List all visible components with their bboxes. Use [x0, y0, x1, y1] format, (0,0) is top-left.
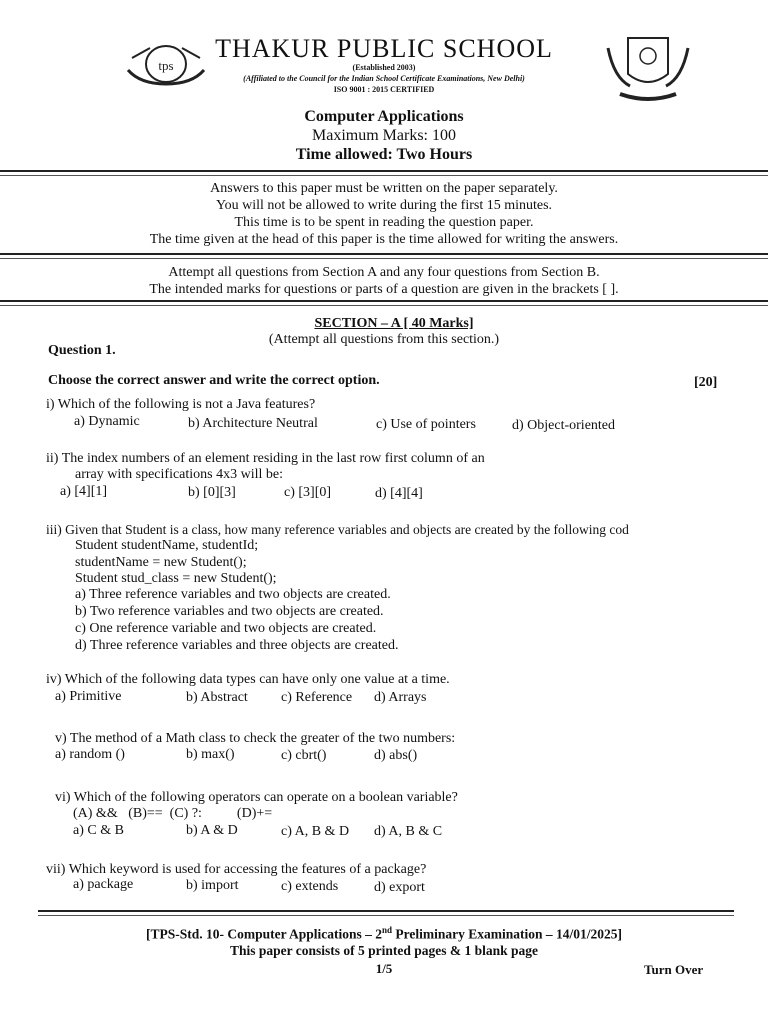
section-subtitle: (Attempt all questions from this section.) — [268, 332, 500, 347]
school-name: THAKUR PUBLIC SCHOOL — [215, 34, 553, 63]
option-d: d) [4][4] — [375, 486, 423, 501]
option-c: c) cbrt() — [281, 748, 327, 763]
option-b: b) Architecture Neutral — [188, 416, 318, 431]
section-title: SECTION – A [ 40 Marks] — [314, 316, 474, 331]
instruction-line: The time given at the head of this paper is the time allowed for writing the answers. — [149, 232, 619, 247]
option-b: b) import — [186, 878, 239, 893]
option-b: b) A & D — [186, 823, 238, 838]
question-text: ii) The index numbers of an element residing in the last row first column of an — [46, 451, 485, 466]
instruction-line: Answers to this paper must be written on the paper separately. — [210, 181, 558, 196]
instruction-line: You will not be allowed to write during the first 15 minutes. — [215, 198, 553, 213]
page-number: 1/5 — [375, 961, 393, 976]
attempt-line: The intended marks for questions or parts of a question are given in the brackets [ ]. — [149, 282, 619, 297]
option-a: a) random () — [55, 747, 125, 762]
option-c: c) extends — [281, 879, 339, 894]
option-d: d) abs() — [374, 748, 418, 763]
divider — [0, 253, 768, 259]
option-b: b) max() — [186, 747, 235, 762]
affiliation-text: (Affiliated to the Council for the Indian School Certificate Examinations, New Delhi) — [243, 74, 525, 83]
divider — [0, 300, 768, 306]
option-b: b) Abstract — [186, 690, 248, 705]
maximum-marks: Maximum Marks: 100 — [312, 127, 456, 144]
school-crest-right — [600, 28, 696, 108]
code-line: studentName = new Student(); — [75, 555, 247, 570]
established-text: (Established 2003) — [352, 63, 416, 72]
option-c: c) One reference variable and two objects are created. — [75, 621, 377, 636]
footer-exam-pre: [TPS-Std. 10- Computer Applications – 2 — [145, 926, 382, 942]
option-a: a) Three reference variables and two objects are created. — [75, 587, 391, 602]
option-d: d) Object-oriented — [512, 418, 616, 433]
footer-divider — [38, 910, 734, 916]
footer-exam-post: Preliminary Examination – 14/01/2025] — [392, 926, 623, 942]
question-text: vi) Which of the following operators can operate on a boolean variable? — [55, 790, 458, 805]
option-c: c) Reference — [281, 690, 353, 705]
question-text: v) The method of a Math class to check the greater of the two numbers: — [55, 731, 456, 746]
option-a: a) C & B — [73, 823, 124, 838]
option-b: b) [0][3] — [188, 485, 236, 500]
iso-text: ISO 9001 : 2015 CERTIFIED — [333, 85, 435, 94]
question-text: array with specifications 4x3 will be: — [75, 467, 283, 482]
turn-over-text: Turn Over — [644, 962, 704, 977]
option-d: d) A, B & C — [374, 824, 443, 839]
option-d: d) Three reference variables and three objects are created. — [75, 638, 399, 653]
time-allowed: Time allowed: Two Hours — [295, 146, 473, 163]
divider — [0, 170, 768, 176]
question-marks: [20] — [694, 375, 718, 390]
question-text: iii) Given that Student is a class, how many reference variables and objects are created by the following cod — [46, 522, 629, 537]
option-d: d) export — [374, 880, 425, 895]
option-b: b) Two reference variables and two objects are created. — [75, 604, 384, 619]
question-instruction: Choose the correct answer and write the correct option. — [48, 373, 380, 388]
code-line: Student stud_class = new Student(); — [75, 571, 277, 586]
option-a: a) [4][1] — [60, 484, 108, 499]
footer-exam-line — [0, 925, 768, 943]
question-label: Question 1. — [48, 343, 116, 358]
option-a: a) Primitive — [55, 689, 122, 704]
option-a: a) package — [73, 877, 134, 892]
option-d: d) Arrays — [374, 690, 427, 705]
option-a: a) Dynamic — [74, 414, 140, 429]
option-c: c) A, B & D — [281, 824, 350, 839]
question-text: vii) Which keyword is used for accessing the features of a package? — [46, 862, 427, 877]
option-c: c) [3][0] — [284, 485, 332, 500]
question-text: i) Which of the following is not a Java features? — [46, 397, 316, 412]
subject-title: Computer Applications — [304, 108, 464, 125]
instruction-line: This time is to be spent in reading the question paper. — [234, 215, 534, 230]
operator-list: (A) && (B)== (C) ?: (D)+= — [73, 806, 273, 821]
code-line: Student studentName, studentId; — [75, 538, 259, 553]
attempt-line: Attempt all questions from Section A and any four questions from Section B. — [168, 265, 600, 280]
footer-pages-line: This paper consists of 5 printed pages & 1 blank page — [229, 943, 539, 958]
question-text: iv) Which of the following data types can have only one value at a time. — [46, 672, 450, 687]
option-c: c) Use of pointers — [376, 417, 476, 432]
svg-text:tps: tps — [158, 58, 174, 73]
footer-exam-sup: nd — [382, 925, 393, 935]
